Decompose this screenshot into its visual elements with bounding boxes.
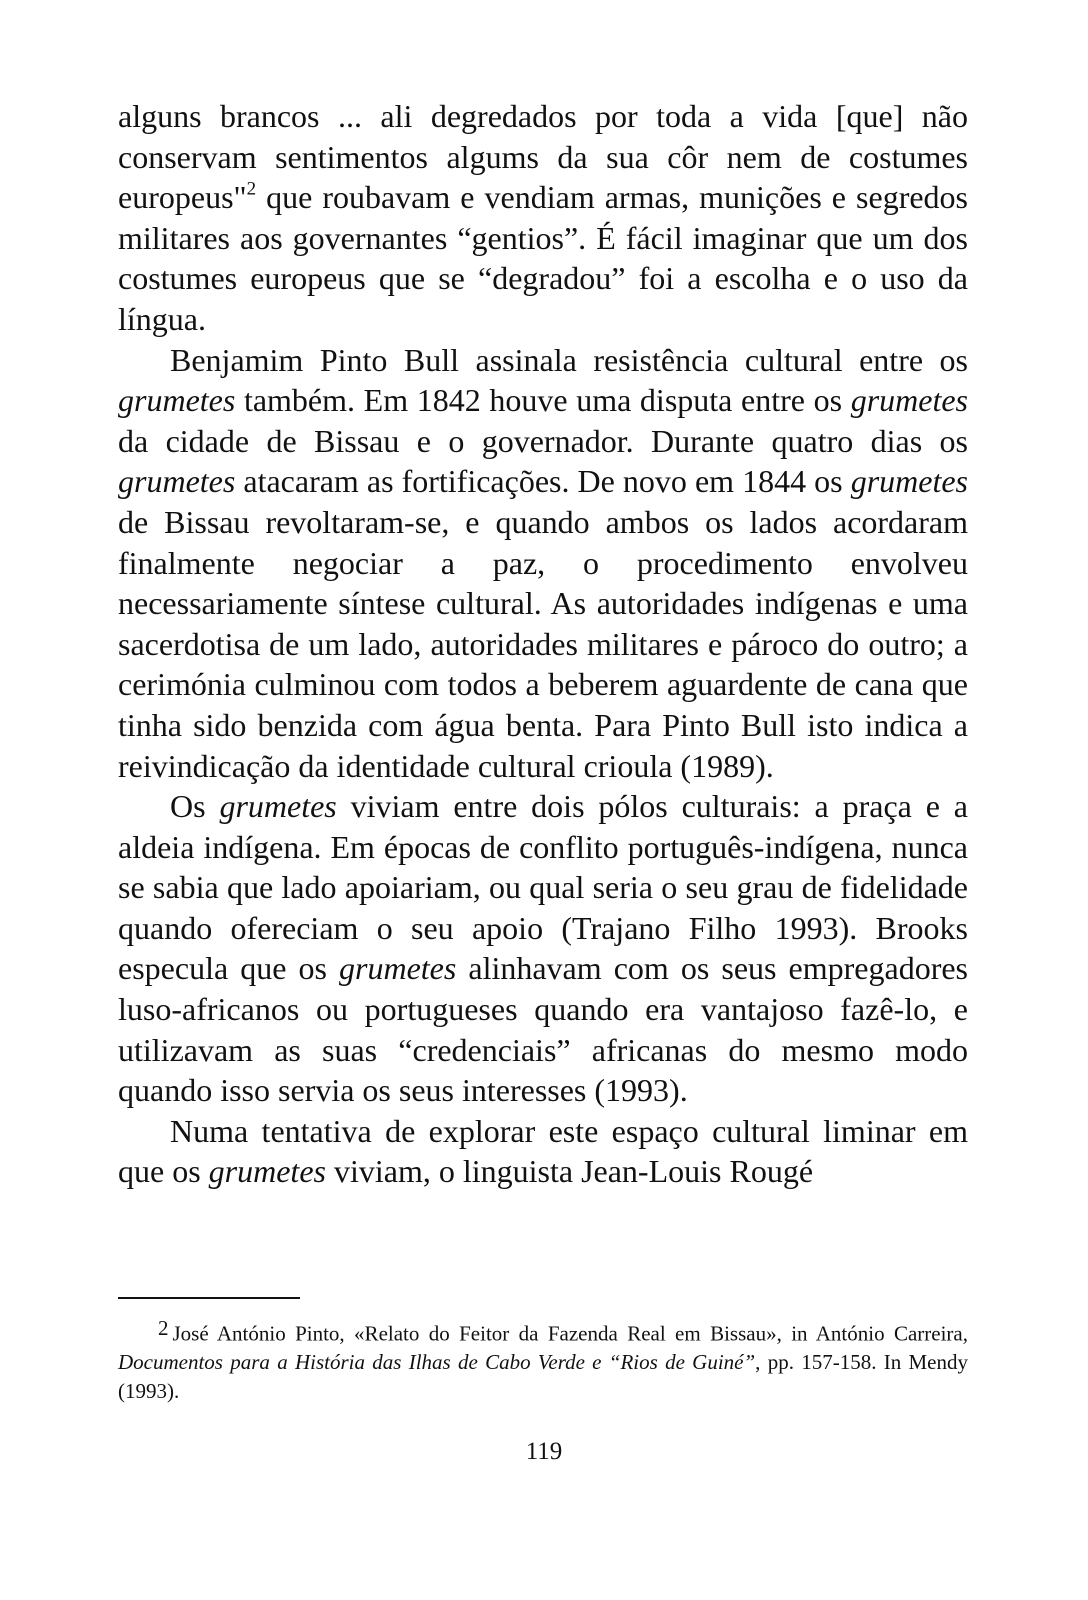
text-run: José António Pinto, «Relato do Feitor da Fazenda Real em Bissau», in António Carreira, [172, 1321, 968, 1346]
footnote-divider [118, 1297, 300, 1299]
italic-term: grumetes [339, 950, 457, 987]
text-run: alinhavam com os seus empregadores luso-africanos ou portugueses quando era vantajoso fazê-lo, e utilizavam as suas “credenciais” africanas do mesmo modo quando isso servia os seus interesses (1993). [118, 950, 969, 1109]
footnote [118, 1314, 968, 1406]
footnote-reference: 2 [246, 178, 257, 200]
italic-term: grumetes [118, 382, 236, 419]
text-run: alguns brancos ... ali degredados por toda a vida [que] não conservam sentimentos algums da sua côr nem de costumes europeus" [118, 98, 968, 216]
text-run: Numa tentativa de explorar este espaço cultural liminar em que os [118, 1112, 968, 1190]
text-run: da cidade de Bissau e o governador. Durante quatro dias os [118, 422, 968, 459]
italic-term: grumetes [850, 463, 968, 500]
italic-term: grumetes [118, 463, 236, 500]
text-run: atacaram as fortificações. De novo em 1844 os [235, 463, 851, 500]
text-run: viviam entre dois pólos culturais: a praça e a aldeia indígena. Em épocas de conflito português-indígena, nunca se sabia que lado apoiariam, ou qual seria o seu grau de fidelidade quando ofereciam o seu apoio (Trajano Filho 1993). Brooks especula que os [118, 788, 969, 987]
text-run: Os [170, 788, 220, 825]
text-run: Benjamim Pinto Bull assinala resistência cultural entre os [170, 341, 968, 378]
text-run: que roubavam e vendiam armas, munições e segredos militares aos governantes “gentios”. É fácil imaginar que um dos costumes europeus que se “degradou” foi a escolha e o uso da língua. [118, 179, 968, 337]
italic-term: Documentos para a História das Ilhas de Cabo Verde e “Rios de Guiné” [118, 1350, 756, 1375]
italic-term: grumetes [219, 788, 337, 825]
body-text [118, 96, 968, 1192]
paragraph [118, 340, 968, 787]
text-run: , pp. 157-158. In Mendy (1993). [118, 1350, 969, 1404]
footnote-text [118, 1321, 968, 1403]
text-run: de Bissau revoltaram-se, e quando ambos os lados acordaram finalmente negociar a paz, o procedimento envolveu necessariamente síntese cultural. As autoridades indígenas e uma sacerdotisa de um lado, autoridades militares e pároco do outro; a cerimónia culminou com todos a beberem aguardente de cana que tinha sido benzida com água benta. Para Pinto Bull isto indica a reivindicação da identidade cultural crioula (1989). [118, 503, 968, 784]
paragraph [118, 786, 968, 1111]
italic-term: grumetes [208, 1153, 326, 1190]
footnote-marker: 2 [158, 1316, 169, 1340]
text-run: viviam, o linguista Jean-Louis Rougé [325, 1153, 814, 1190]
text-run: também. Em 1842 houve uma disputa entre os [235, 382, 851, 419]
italic-term: grumetes [850, 382, 968, 419]
page-number: 119 [525, 1438, 563, 1465]
paragraph [118, 96, 968, 340]
paragraph [118, 1111, 968, 1192]
